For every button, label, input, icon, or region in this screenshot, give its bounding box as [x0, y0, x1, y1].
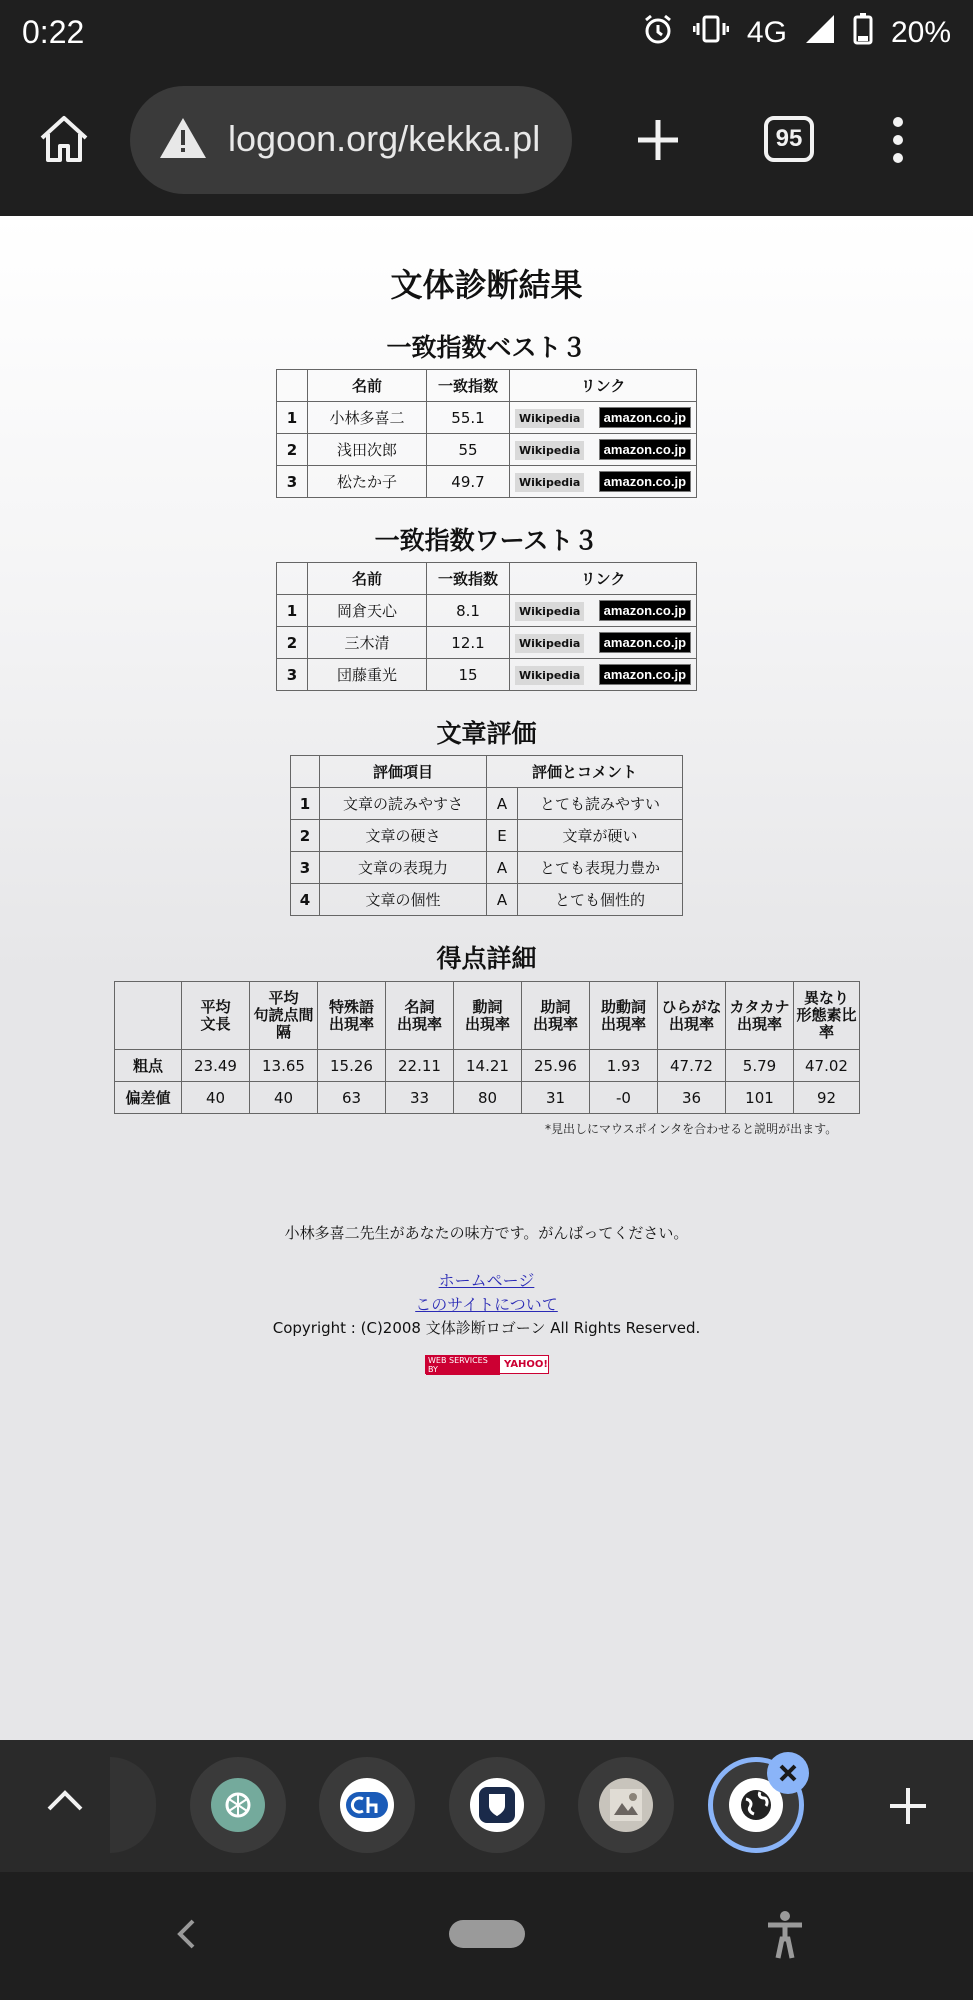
wikipedia-link[interactable]: Wikipedia — [515, 441, 584, 460]
table-row: 1 小林多喜二 55.1 Wikipedia amazon.co.jp — [277, 402, 697, 434]
best-heading: 一致指数ベスト３ — [386, 333, 587, 362]
web-page — [0, 216, 973, 1740]
table-row: 1 岡倉天心 8.1 Wikipedia amazon.co.jp — [277, 595, 697, 627]
battery-percent: 20% — [890, 16, 951, 49]
amazon-link[interactable]: amazon.co.jp — [599, 407, 691, 428]
col-header[interactable]: 平均 句読点間 隔 — [250, 982, 318, 1050]
table-row: 2 文章の硬さ E 文章が硬い — [291, 820, 683, 852]
openai-icon — [211, 1778, 265, 1832]
url-text[interactable]: logoon.org/kekka.pl — [228, 118, 541, 159]
col-header[interactable]: 特殊語 出現率 — [318, 982, 386, 1050]
browser-toolbar — [0, 66, 973, 216]
accessibility-icon[interactable] — [764, 1910, 806, 1964]
warning-icon[interactable] — [158, 116, 208, 164]
close-tab-icon[interactable] — [767, 1752, 809, 1794]
amazon-link[interactable]: amazon.co.jp — [599, 632, 691, 653]
tab-bitwarden[interactable] — [449, 1757, 545, 1853]
table-row: 粗点 23.49 13.65 15.26 22.11 14.21 25.96 1.93 47.72 5.79 47.02 — [115, 1050, 860, 1082]
hover-note: *見出しにマウスポインタを合わせると説明が出ます。 — [545, 1122, 838, 1136]
wikipedia-link[interactable]: Wikipedia — [515, 634, 584, 653]
table-row: 3 文章の表現力 A とても表現力豊か — [291, 852, 683, 884]
status-icons — [641, 12, 951, 54]
signal-icon — [805, 14, 835, 52]
amazon-link[interactable]: amazon.co.jp — [599, 600, 691, 621]
battery-icon — [853, 13, 873, 53]
worst-table: 名前 一致指数 リンク 1 岡倉天心 8.1 Wikipedia amazon.co.jp 2 三木清 12.1 Wikipedia amazon.co.jp 3 団藤重光 15 Wikipedia amazon.co.jp — [276, 562, 697, 691]
wikipedia-link[interactable]: Wikipedia — [515, 602, 584, 621]
col-header[interactable]: 平均 文長 — [182, 982, 250, 1050]
expand-up-icon[interactable] — [46, 1788, 84, 1816]
homepage-link[interactable]: ホームページ — [438, 1271, 535, 1290]
col-header[interactable]: ひらがな 出現率 — [658, 982, 726, 1050]
evaluation-heading: 文章評価 — [436, 719, 537, 748]
status-time: 0:22 — [22, 14, 85, 50]
table-row: 偏差値 40 40 63 33 80 31 -0 36 101 92 — [115, 1082, 860, 1114]
home-icon[interactable] — [38, 114, 90, 168]
thumbnail-image-icon — [599, 1778, 653, 1832]
page-title: 文体診断結果 — [390, 266, 583, 304]
col-header[interactable]: 助詞 出現率 — [522, 982, 590, 1050]
table-row: 3 松たか子 49.7 Wikipedia amazon.co.jp — [277, 466, 697, 498]
back-icon[interactable] — [176, 1918, 196, 1954]
tab-switcher-button[interactable]: 95 — [764, 116, 814, 162]
shield-icon — [470, 1778, 524, 1832]
copyright: Copyright : (C)2008 文体診断ロゴーン All Rights Reserved. — [272, 1319, 701, 1337]
about-site-link[interactable]: このサイトについて — [415, 1295, 558, 1314]
address-bar[interactable] — [130, 86, 572, 194]
more-menu-icon[interactable] — [888, 116, 908, 168]
wikipedia-link[interactable]: Wikipedia — [515, 409, 584, 428]
col-header[interactable]: 異なり 形態素比 率 — [794, 982, 860, 1050]
system-nav-bar — [0, 1872, 973, 2000]
home-pill[interactable] — [449, 1920, 525, 1948]
tab-strip — [0, 1740, 973, 1872]
alarm-icon — [641, 12, 675, 54]
col-header[interactable]: 助動詞 出現率 — [590, 982, 658, 1050]
encouragement-message: 小林多喜二先生があなたの味方です。がんばってください。 — [284, 1224, 689, 1242]
amazon-link[interactable]: amazon.co.jp — [599, 439, 691, 460]
col-header[interactable]: 動詞 出現率 — [454, 982, 522, 1050]
status-bar — [0, 0, 973, 66]
partial-tab[interactable] — [110, 1757, 156, 1853]
vibrate-icon — [693, 14, 729, 52]
table-row: 2 三木清 12.1 Wikipedia amazon.co.jp — [277, 627, 697, 659]
col-header[interactable]: カタカナ 出現率 — [726, 982, 794, 1050]
score-detail-table — [114, 981, 860, 1114]
score-detail-heading: 得点詳細 — [436, 944, 537, 973]
add-tab-icon[interactable] — [888, 1786, 928, 1830]
worst-heading: 一致指数ワースト３ — [374, 526, 599, 555]
wikipedia-link[interactable]: Wikipedia — [515, 666, 584, 685]
tab-ch[interactable] — [319, 1757, 415, 1853]
yahoo-web-services-badge[interactable]: WEB SERVICES BY YAHOO! — [425, 1355, 549, 1374]
ch-icon — [340, 1778, 394, 1832]
network-type: 4G — [746, 16, 787, 49]
tab-chatgpt[interactable] — [190, 1757, 286, 1853]
table-row: 3 団藤重光 15 Wikipedia amazon.co.jp — [277, 659, 697, 691]
table-row: 4 文章の個性 A とても個性的 — [291, 884, 683, 916]
new-tab-icon[interactable] — [636, 118, 680, 166]
table-row: 2 浅田次郎 55 Wikipedia amazon.co.jp — [277, 434, 697, 466]
best-table: 名前 一致指数 リンク 1 小林多喜二 55.1 Wikipedia amazon.co.jp 2 浅田次郎 55 Wikipedia amazon.co.jp 3 松たか子 49.7 Wikipedia amazon.co.jp — [276, 369, 697, 498]
col-header[interactable]: 名詞 出現率 — [386, 982, 454, 1050]
tab-photo[interactable] — [578, 1757, 674, 1853]
table-row: 1 文章の読みやすさ A とても読みやすい — [291, 788, 683, 820]
amazon-link[interactable]: amazon.co.jp — [599, 664, 691, 685]
evaluation-table: 評価項目 評価とコメント 1 文章の読みやすさ A とても読みやすい 2 文章の硬さ E 文章が硬い 3 文章の表現力 A とても表現力豊か 4 文章の個性 A とても個性的 — [290, 755, 683, 916]
amazon-link[interactable]: amazon.co.jp — [599, 471, 691, 492]
wikipedia-link[interactable]: Wikipedia — [515, 473, 584, 492]
